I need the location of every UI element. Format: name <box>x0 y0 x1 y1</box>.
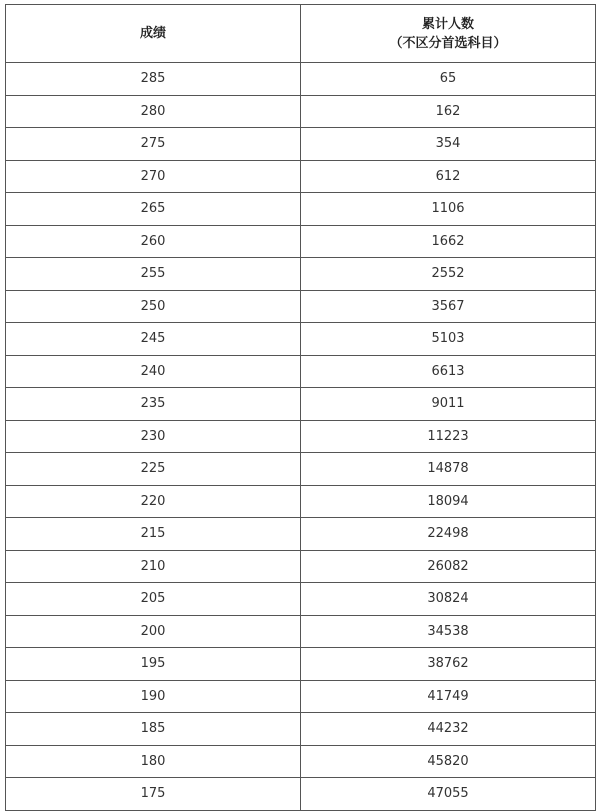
score-cell: 225 <box>6 453 301 486</box>
count-cell: 18094 <box>301 485 596 518</box>
table-body <box>6 63 596 811</box>
table-row <box>6 290 596 323</box>
header-count-line1: 累计人数 <box>421 16 474 32</box>
score-cell: 285 <box>6 63 301 96</box>
header-count-line2: （不区分首选科目） <box>389 35 507 51</box>
table-row <box>6 615 596 648</box>
table-row <box>6 713 596 746</box>
score-cell: 200 <box>6 615 301 648</box>
score-cell: 215 <box>6 518 301 551</box>
score-cell: 260 <box>6 225 301 258</box>
count-cell: 1662 <box>301 225 596 258</box>
count-cell: 354 <box>301 128 596 161</box>
score-cell: 180 <box>6 745 301 778</box>
count-cell: 47055 <box>301 778 596 811</box>
table-row <box>6 355 596 388</box>
count-cell: 612 <box>301 160 596 193</box>
score-cell: 245 <box>6 323 301 356</box>
table-row <box>6 485 596 518</box>
count-cell: 6613 <box>301 355 596 388</box>
table-row <box>6 583 596 616</box>
count-cell: 3567 <box>301 290 596 323</box>
count-cell: 9011 <box>301 388 596 421</box>
count-cell: 38762 <box>301 648 596 681</box>
count-cell: 30824 <box>301 583 596 616</box>
score-cumulative-table <box>5 4 596 811</box>
table-row <box>6 518 596 551</box>
score-cell: 265 <box>6 193 301 226</box>
count-cell: 34538 <box>301 615 596 648</box>
table-row <box>6 95 596 128</box>
table-row <box>6 745 596 778</box>
score-cell: 220 <box>6 485 301 518</box>
table-row <box>6 323 596 356</box>
score-cell: 280 <box>6 95 301 128</box>
header-cumulative-count <box>301 5 596 63</box>
score-table-container <box>5 4 595 811</box>
score-cell: 190 <box>6 680 301 713</box>
score-cell: 270 <box>6 160 301 193</box>
score-cell: 230 <box>6 420 301 453</box>
table-header-row <box>6 5 596 63</box>
count-cell: 1106 <box>301 193 596 226</box>
table-row <box>6 648 596 681</box>
table-row <box>6 778 596 811</box>
score-cell: 205 <box>6 583 301 616</box>
table-row <box>6 63 596 96</box>
count-cell: 26082 <box>301 550 596 583</box>
score-cell: 175 <box>6 778 301 811</box>
score-cell: 235 <box>6 388 301 421</box>
table-row <box>6 128 596 161</box>
table-row <box>6 680 596 713</box>
score-cell: 250 <box>6 290 301 323</box>
header-score: 成绩 <box>6 5 301 63</box>
table-row <box>6 420 596 453</box>
count-cell: 45820 <box>301 745 596 778</box>
count-cell: 2552 <box>301 258 596 291</box>
count-cell: 162 <box>301 95 596 128</box>
score-cell: 275 <box>6 128 301 161</box>
table-row <box>6 453 596 486</box>
table-row <box>6 160 596 193</box>
count-cell: 11223 <box>301 420 596 453</box>
count-cell: 14878 <box>301 453 596 486</box>
score-cell: 185 <box>6 713 301 746</box>
score-cell: 210 <box>6 550 301 583</box>
count-cell: 41749 <box>301 680 596 713</box>
count-cell: 65 <box>301 63 596 96</box>
score-cell: 255 <box>6 258 301 291</box>
table-row <box>6 550 596 583</box>
count-cell: 5103 <box>301 323 596 356</box>
score-cell: 195 <box>6 648 301 681</box>
table-row <box>6 388 596 421</box>
table-row <box>6 193 596 226</box>
count-cell: 44232 <box>301 713 596 746</box>
score-cell: 240 <box>6 355 301 388</box>
count-cell: 22498 <box>301 518 596 551</box>
table-row <box>6 225 596 258</box>
table-row <box>6 258 596 291</box>
